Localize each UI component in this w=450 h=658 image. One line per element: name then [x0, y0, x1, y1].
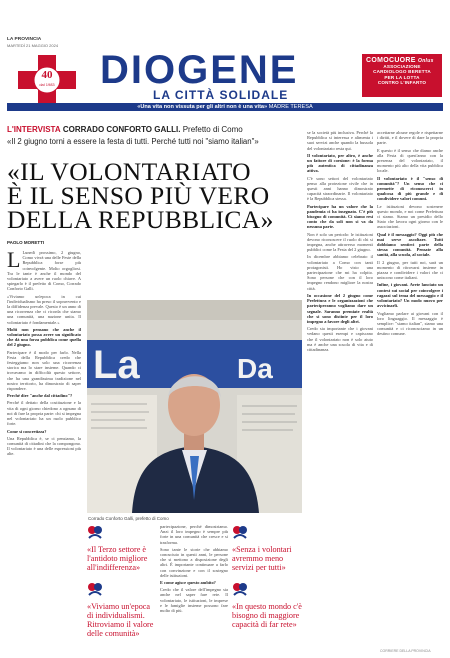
question: Perché dire "anche dal cittadino"? — [7, 393, 73, 399]
question: Il volontariato è il "senso di comunità"? Un senso che ci permette di riconoscerci in qualcosa di più grande e di condividere valori comuni. — [377, 175, 443, 202]
question: Il volontariato, per altro, è anche un fattore di coesione: è la forma più autentica di cittadinanza attiva. — [307, 152, 373, 174]
paragraph: Credo sia importante che i giovani vedano questi esempi e capiscano che il volontariato non è solo aiuto ma è anche una scuola di vita e di cittadinanza. — [307, 326, 373, 352]
paragraph: «Viviamo un'epoca in cui l'individualismo ha preso il sopravvento e la diffidenza prevale. Questo è un anno di una ricorrenza che ci ricorda che siamo una comunità, una nazione unita. Il volontariato è fondamentale.» — [7, 293, 81, 325]
pull-quote: «Viviamo un'epoca di individualismi. Ritroviamo il valore delle comunità» — [87, 601, 154, 639]
article-column-1 — [7, 250, 81, 648]
question: In occasione del 2 giugno come Prefettura e le organizzazioni che parteciperanno vogliamo dare un segnale. Saranno premiate realtà che si sono distinte per il loro impegno a favore degli altri. — [307, 292, 373, 324]
question: E come agisce questo ambito? — [160, 580, 216, 586]
masthead-title: DIOGENE — [100, 48, 299, 92]
sponsor-name: COMOCUORE Onlus — [366, 57, 434, 64]
paragraph: se la società più inclusiva. Perché la Repubblica si interessa e alimenta i suoi servizi anche quando la bussola del volontariato resta qui. — [307, 130, 373, 151]
byline: PAOLO MORETTI — [7, 240, 45, 245]
article-standfirst: «Il 2 giugno torni a essere la festa di tutti. Perché tutti noi "siamo italian"» — [7, 137, 259, 146]
issue-date: MARTEDÌ 21 MAGGIO 2024 — [7, 43, 59, 48]
headline-line: DELLA REPUBBLICA» — [7, 205, 274, 234]
paragraph: accettarne alcune regole e rispettarne i diritti, e il dovere di dare la propria parte. — [377, 130, 443, 146]
anniversary-logo — [18, 55, 76, 105]
drop-cap: L — [7, 250, 21, 272]
article-column-4 — [160, 524, 228, 648]
article-column-3 — [377, 130, 443, 648]
kicker-label: L'INTERVISTA — [7, 125, 61, 134]
question: Partecipare ha un valore che la pandemia ci ha insegnato. C'è più bisogno di comunità. Ci siamo resi conto che da soli non si va da nessuna parte. — [307, 203, 373, 230]
anniversary-number: 40 — [41, 69, 53, 81]
paragraph: E questo è il senso che diamo anche alla Festa di quest'anno con la presenza del volontariato, il momento più alto della vita pubblica locale. — [377, 147, 443, 174]
motto-author: MADRE TERESA — [268, 104, 313, 110]
question: Infine, i giovani. Avete lanciato un contest sui social per coinvolgere i ragazzi sul tema del messaggio e il volontariato? Un modo nuovo per avvicinarli. — [377, 282, 443, 309]
hands-icon — [87, 581, 103, 597]
sponsor-line: PER LA LOTTA — [384, 74, 420, 80]
paragraph: Perché il dettato della costituzione e la vita di ogni giorno chiedono a ognuno di noi di fare la propria parte: chi si impegna nel volontariato ha un ruolo pubblico forte. — [7, 400, 81, 427]
paragraph: In dicembre abbiamo celebrato il volontariato a Como con tanti protagonisti. Ho visto una partecipazione che mi ha colpito. Sono persone che con il loro impegno rendono migliore la nostra città. — [307, 254, 373, 291]
page-footer: CORRIERE DELLA PROVINCIA — [380, 649, 431, 653]
question: Come si concretizza? — [7, 428, 47, 434]
quote-block-right — [232, 524, 302, 648]
publication-name: LA PROVINCIA — [7, 37, 42, 42]
hands-icon — [232, 581, 248, 597]
anniversary-caption: dal 1983 — [39, 82, 55, 87]
paragraph: Partecipare è il modo per farlo. Nella Festa della Repubblica credo che festeggiamo non solo una ricorrenza storica ma lo stare insieme. Quando ci trovavamo in difficoltà questo settore, che ha una grandissima tradizione nel nostro territorio, ha dimostrato di saper rispondere. — [7, 349, 81, 392]
sponsor-line: ASSOCIAZIONE — [383, 64, 421, 69]
kicker-name: CORRADO CONFORTO GALLI. — [62, 125, 181, 134]
paragraph: Non è solo un periodo: le istituzioni devono riconoscere il ruolo di chi si impegna, anche attraverso momenti pubblici come la Festa del 2 giugno. — [307, 231, 373, 253]
paragraph: partecipazione, perché dimostriamo. Anzi il loro impegno è sempre più forte in una comunità che cresce e si trasforma. — [160, 524, 228, 545]
masthead-subtitle: LA CITTÀ SOLIDALE — [153, 88, 289, 102]
sponsor-line: CONTRO L'INFARTO — [377, 79, 427, 85]
article-headline — [7, 157, 307, 234]
hands-icon — [87, 524, 103, 540]
question: Molti non pensano che anche il volontariato possa avere un significato che dà una forza pubblica come quella del 2 giugno. — [7, 326, 81, 348]
prefect-photo — [87, 300, 302, 513]
headline-line: «IL VOLONTARIATO — [7, 157, 251, 186]
portrait-image — [87, 300, 302, 513]
paragraph: Una Repubblica è, se ci pensiamo, la comunità di cittadini che la compongono. Il volontariato è una delle espressioni più alte. — [7, 435, 81, 457]
paragraph: C'è sono settori del volontariato penso alla protezione civile che in questi anni hanno dimostrato capacità straordinarie. Il volontariato è la Repubblica stessa. — [307, 175, 373, 202]
kicker-role: Prefetto di Como — [182, 125, 243, 134]
photo-caption: Corrado Conforto Galli, prefetto di Como — [88, 516, 169, 521]
paragraph: Credo che il valore dell'impegno sia anche nel saper fare rete. Il volontariato, le istituzioni, le imprese e le famiglie insieme possono fare molto di più. — [160, 587, 228, 614]
banner-text: La — [93, 343, 140, 387]
paragraph: Il 2 giugno, per tutti noi, sarà un momento di ritrovarsi insieme in piazza e condividere i valori che ci uniscono come italiani. — [377, 259, 443, 281]
banner-text: Da — [237, 353, 273, 384]
sponsor-line: CARDIOLOGO BERETTA — [373, 69, 431, 75]
paragraph: Lunedì prossimo, 2 giugno, Como vivrà una delle Feste della Repubblica forse più coinvolgente. Molto orgogliosi. Tra le tante è anche il mondo del volontariato a avere un ruolo chiave. A spiegarlo è il prefetto di Como, Corrado Conforto Galli. — [7, 250, 81, 292]
motto-bar — [7, 103, 443, 111]
motto-text: «Una vita non vissuta per gli altri non è una vita» — [137, 104, 268, 110]
hands-icon — [232, 524, 248, 540]
pull-quote: «Il Terzo settore è l'antidoto migliore all'indifferenza» — [87, 545, 148, 573]
pull-quote: «Senza i volontari avremmo meno servizi per tutti» — [232, 545, 292, 573]
paragraph: Le istituzioni devono sostenere questo mondo, e noi come Prefettura ci siamo. Siamo un presidio dello Stato che lavora ogni giorno con le associazioni. — [377, 203, 443, 230]
paragraph: Sono tante le storie che abbiamo conosciuto in questi anni, le persone che si mettono a disposizione degli altri. È importante continuare a farlo con convinzione e con il sostegno delle istituzioni. — [160, 546, 228, 578]
question: Qual è il messaggio? Oggi più che mai serve ascoltare. Tutti dobbiamo sentirci parte della stessa comunità. Pensate alla sanità, alla scuola, al sociale. — [377, 231, 443, 258]
quote-block-left — [87, 524, 157, 648]
article-kicker — [7, 125, 243, 134]
sponsor-box — [362, 54, 442, 97]
headline-line: È IL SENSO PIÙ VERO — [7, 181, 270, 210]
pull-quote: «In questo mondo c'è bisogno di maggiore capacità di far rete» — [232, 601, 302, 630]
paragraph: Vogliamo parlare ai giovani con il loro linguaggio. Il messaggio è semplice: "siamo italian", siamo una comunità e ci riconosciamo in un destino comune. — [377, 310, 443, 337]
article-column-2 — [307, 130, 373, 648]
